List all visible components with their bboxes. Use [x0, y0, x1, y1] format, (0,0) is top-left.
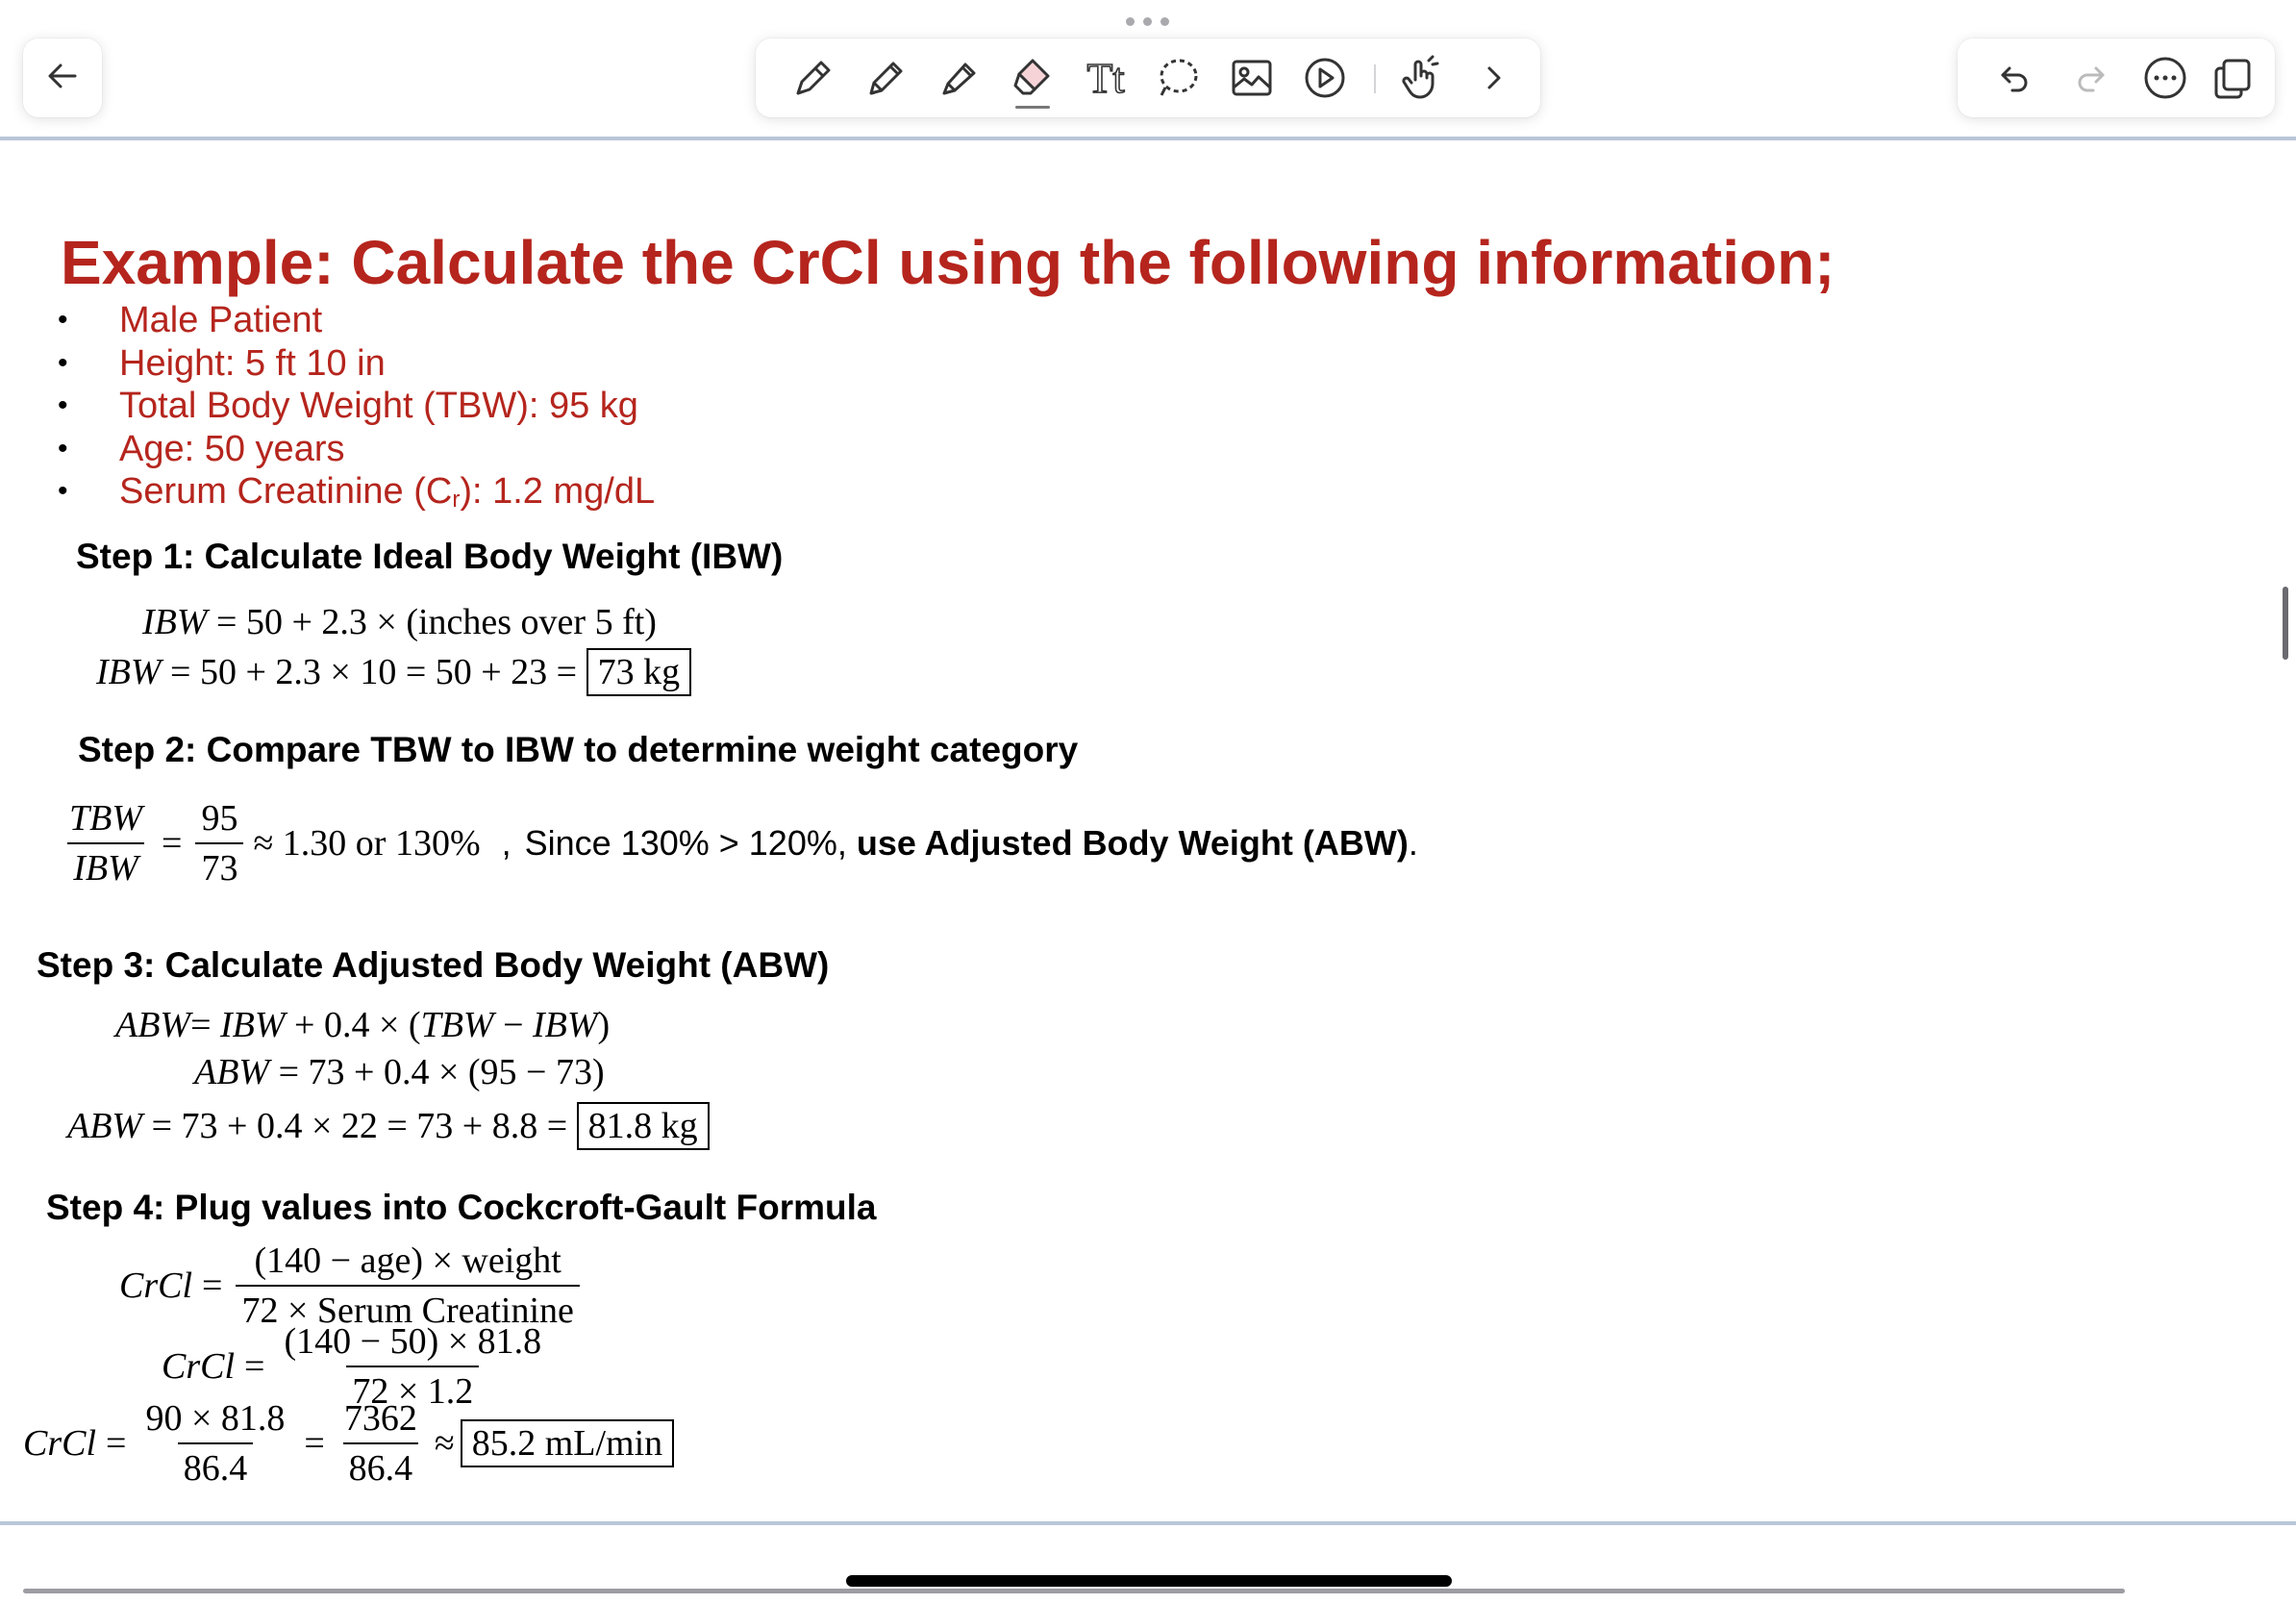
math-var: ABW	[67, 1106, 143, 1146]
pencil-icon[interactable]	[858, 49, 915, 107]
fraction	[338, 1400, 423, 1487]
more-icon[interactable]	[2136, 49, 2194, 107]
list-item	[0, 470, 655, 514]
abw-substitution	[194, 1054, 605, 1090]
period: .	[1408, 823, 1418, 863]
subscript-text: r	[452, 487, 461, 513]
math-expr: = 50 + 2.3 × (inches over 5 ft)	[216, 602, 657, 642]
list-item	[0, 342, 655, 386]
math-expr: + 0.4 × (	[285, 1005, 421, 1045]
list-item-text: Male Patient	[119, 300, 323, 340]
approx-sign: ≈	[434, 1423, 455, 1464]
image-icon[interactable]	[1223, 49, 1281, 107]
denominator: IBW	[67, 842, 144, 887]
page-title: Example: Calculate the CrCl using the following information;	[61, 228, 1835, 297]
numerator: 90 × 81.8	[145, 1398, 286, 1439]
math-expr: −	[493, 1005, 533, 1045]
drawing-toolbar	[756, 38, 1540, 117]
crcl-result-box: 85.2 mL/min	[461, 1419, 674, 1467]
equals-sign: =	[244, 1346, 265, 1387]
conclusion-bold: use Adjusted Body Weight (ABW)	[856, 823, 1409, 863]
math-var: ABW	[194, 1052, 270, 1092]
conclusion-text: Since 130% > 120%,	[524, 823, 847, 863]
math-var: CrCl	[119, 1266, 193, 1306]
hand-pointer-icon[interactable]	[1392, 49, 1450, 107]
math-var: TBW	[420, 1005, 494, 1045]
step4-heading: Step 4: Plug values into Cockcroft-Gault Formula	[46, 1188, 877, 1227]
numerator: 95	[201, 798, 238, 839]
eraser-icon[interactable]	[1004, 49, 1061, 107]
multitasking-dots[interactable]	[1126, 17, 1170, 29]
abw-result-box: 81.8 kg	[577, 1102, 710, 1150]
list-item	[0, 299, 655, 342]
abw-formula	[115, 1007, 610, 1043]
comma: ,	[501, 823, 512, 863]
undo-icon[interactable]	[1986, 49, 2044, 107]
list-item	[0, 428, 655, 471]
redo-icon[interactable]	[2061, 49, 2119, 107]
numerator: (140 − age) × weight	[254, 1241, 562, 1281]
math-expr: = 73 + 0.4 × (95 − 73)	[278, 1052, 605, 1092]
back-button[interactable]	[23, 38, 102, 117]
crcl-substitution	[162, 1323, 551, 1410]
home-indicator[interactable]	[846, 1575, 1452, 1587]
toolbar-separator	[1374, 64, 1376, 93]
fraction	[236, 1242, 579, 1329]
chevron-right-icon[interactable]	[1465, 49, 1523, 107]
tbw-ibw-ratio	[60, 800, 1418, 887]
math-var: CrCl	[23, 1423, 97, 1464]
page-divider	[0, 1521, 2296, 1525]
math-var: CrCl	[162, 1346, 236, 1387]
math-expr: = 73 + 0.4 × 22 = 73 + 8.8 =	[151, 1106, 568, 1146]
scroll-handle[interactable]	[2283, 587, 2288, 660]
numerator: TBW	[69, 798, 142, 839]
page-scrubber[interactable]	[23, 1589, 2125, 1593]
back-arrow-icon	[43, 57, 82, 100]
equals-sign: =	[162, 823, 183, 864]
math-var: IBW	[220, 1005, 286, 1045]
ibw-result-box: 73 kg	[586, 648, 692, 696]
denominator: 86.4	[178, 1442, 254, 1487]
document-actions	[1958, 38, 2275, 117]
fraction	[139, 1400, 290, 1487]
text-tool-icon[interactable]	[1077, 49, 1135, 107]
math-expr: = 50 + 2.3 × 10 = 50 + 23 =	[170, 652, 578, 692]
equals-sign: =	[304, 1423, 325, 1464]
math-var: IBW	[96, 652, 162, 692]
equals-sign: =	[202, 1266, 223, 1306]
list-item-text: Total Body Weight (TBW): 95 kg	[119, 386, 638, 426]
selected-tool-indicator	[1015, 106, 1050, 109]
math-var: IBW	[533, 1005, 598, 1045]
cockcroft-gault-formula	[119, 1242, 584, 1329]
denominator: 86.4	[343, 1442, 419, 1487]
patient-info-list	[0, 299, 655, 514]
numerator: (140 − 50) × 81.8	[284, 1321, 542, 1362]
step2-heading: Step 2: Compare TBW to IBW to determine weight category	[78, 730, 1079, 769]
list-item-text: Age: 50 years	[119, 428, 345, 469]
denominator: 73	[195, 842, 243, 887]
lasso-icon[interactable]	[1150, 49, 1208, 107]
list-item-text: Serum Creatinine (C	[119, 471, 453, 512]
list-item-text: Height: 5 ft 10 in	[119, 342, 386, 384]
highlighter-icon[interactable]	[931, 49, 988, 107]
text-tool-glyph: Tt	[1086, 54, 1125, 102]
fraction	[195, 800, 243, 887]
equals-sign: =	[106, 1423, 127, 1464]
math-expr: )	[597, 1005, 611, 1045]
math-var: IBW	[142, 602, 208, 642]
list-item	[0, 385, 655, 428]
ibw-calculation	[96, 648, 691, 696]
pen-icon[interactable]	[785, 49, 842, 107]
math-expr: =	[190, 1005, 221, 1045]
approx-result: ≈ 1.30 or 130%	[253, 823, 481, 864]
pages-icon[interactable]	[2204, 49, 2261, 107]
abw-calculation	[67, 1102, 710, 1150]
step3-heading: Step 3: Calculate Adjusted Body Weight (ABW)	[37, 945, 830, 985]
denominator: 72 × 1.2	[346, 1366, 479, 1410]
ibw-formula	[142, 604, 657, 640]
math-var: ABW	[115, 1005, 191, 1045]
play-icon[interactable]	[1296, 49, 1354, 107]
fraction	[278, 1323, 547, 1410]
list-item-text: ): 1.2 mg/dL	[460, 471, 656, 512]
toolbar-divider	[0, 137, 2296, 140]
denominator: 72 × Serum Creatinine	[236, 1285, 579, 1329]
step1-heading: Step 1: Calculate Ideal Body Weight (IBW)	[76, 537, 784, 576]
numerator: 7362	[343, 1398, 417, 1439]
fraction	[63, 800, 148, 887]
crcl-result-line	[23, 1400, 674, 1487]
